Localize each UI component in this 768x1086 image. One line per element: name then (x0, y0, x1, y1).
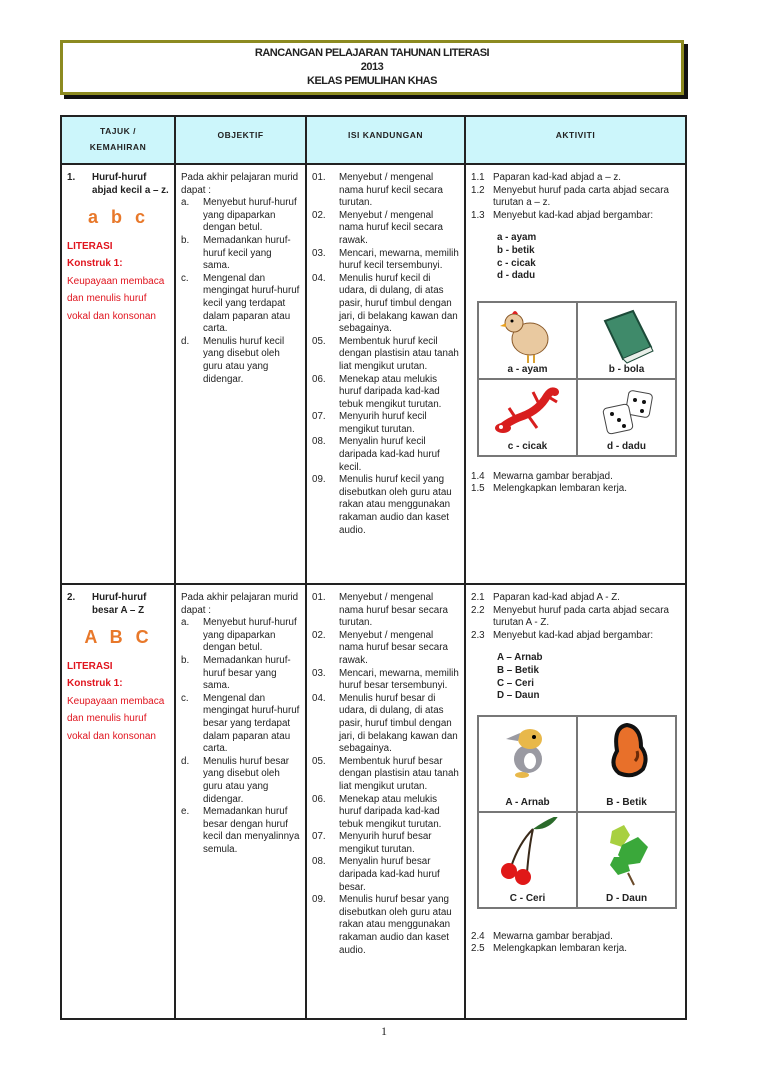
picture-card (478, 379, 577, 456)
item-text: Menyebut huruf-huruf yang dipaparkan dengan betul. (203, 617, 297, 654)
item-number: 2.4 (471, 930, 485, 942)
picture-label: A - Arnab (505, 797, 550, 809)
item-text: Menyebut huruf pada carta abjad secara turutan a – z. (493, 184, 669, 209)
isi-item (312, 831, 460, 856)
aktiviti-item (471, 210, 681, 223)
isi-kandungan-cell (306, 164, 465, 584)
item-number: 02. (312, 629, 326, 641)
item-number: b. (181, 234, 190, 246)
item-text: Menulis huruf kecil yang disebutkan oleh guru atau rakan atau menggunakan rakaman audio dan kaset audio. (339, 474, 452, 536)
picture-label: b - bola (608, 364, 645, 376)
topic-number: 1. (67, 172, 76, 183)
table-row (61, 164, 686, 584)
topic-title: Huruf-huruf abjad kecil a – z. (92, 172, 169, 196)
item-number: 06. (312, 373, 326, 385)
item-text: Mengenal dan mengingat huruf-huruf besar yang terdapat dalam paparan atau carta. (203, 692, 300, 755)
item-number: 06. (312, 793, 326, 805)
item-text: Paparan kad-kad abjad a – z. (493, 172, 621, 183)
topic-title: Huruf-huruf besar A – Z (92, 592, 147, 616)
aktiviti-item (471, 172, 681, 185)
header-tajuk: TAJUK / KEMAHIRAN (61, 116, 175, 164)
objektif-item (181, 756, 301, 806)
konstruk-description: Keupayaan membaca dan menulis huruf vokal dan konsonan (67, 695, 165, 742)
letters-sample: A B C (84, 627, 153, 648)
objektif-item (181, 655, 301, 693)
aktiviti-item (471, 630, 681, 643)
item-text: Memadankan huruf besar dengan huruf kecil dan menyalinnya semula. (203, 806, 300, 855)
item-text: Menyalin huruf kecil daripada kad-kad huruf kecil. (339, 436, 440, 473)
item-number: b. (181, 654, 190, 666)
item-number: 04. (312, 692, 326, 704)
aktiviti-item (471, 185, 681, 210)
item-number: e. (181, 806, 190, 818)
item-text: Mencari, mewarna, memilih huruf besar tersembunyi. (339, 667, 459, 692)
isi-kandungan-cell (306, 584, 465, 1019)
picture-card (478, 812, 577, 908)
picture-card (577, 379, 676, 456)
picture-label: B - Betik (606, 797, 647, 809)
item-number: 07. (312, 831, 326, 843)
item-text: Menyalin huruf besar daripada kad-kad huruf besar. (339, 856, 440, 893)
item-number: c. (181, 692, 189, 704)
item-text: Menekap atau melukis huruf daripada kad-kad tebuk mengikut turutan. (339, 793, 442, 830)
literasi-block (67, 658, 170, 746)
item-number: 1.5 (471, 483, 485, 495)
item-number: 08. (312, 856, 326, 868)
header-objektif: OBJEKTIF (175, 116, 306, 164)
isi-item (312, 693, 460, 756)
isi-item (312, 630, 460, 668)
item-text: Membentuk huruf kecil dengan plastisin atau tanah liat mengikut urutan. (339, 335, 459, 372)
item-number: 05. (312, 335, 326, 347)
item-text: Menyebut / mengenal nama huruf kecil secara turutan. (339, 172, 444, 209)
title-line-3: KELAS PEMULIHAN KHAS (307, 75, 437, 87)
picture-card (577, 716, 676, 812)
aktiviti-item (471, 483, 681, 496)
item-number: a. (181, 617, 190, 629)
item-number: 01. (312, 172, 326, 183)
objektif-item (181, 617, 301, 655)
konstruk-label: Konstruk 1: (67, 678, 123, 690)
item-text: Paparan kad-kad abjad A - Z. (493, 592, 620, 603)
item-text: Menyurih huruf kecil mengikut turutan. (339, 411, 427, 435)
item-text: Mewarna gambar berabjad. (493, 470, 613, 482)
picture-label: a - ayam (507, 364, 548, 376)
item-number: 05. (312, 755, 326, 767)
picture-word: d - dadu (497, 270, 536, 282)
title-line-2: 2013 (360, 61, 384, 73)
konstruk-description: Keupayaan membaca dan menulis huruf vokal dan konsonan (67, 275, 165, 322)
item-number: 1.2 (471, 184, 485, 196)
item-number: 02. (312, 209, 326, 221)
item-text: Mengenal dan mengingat huruf-huruf kecil yang terdapat dalam paparan atau carta. (203, 272, 300, 335)
picture-label: C - Ceri (509, 893, 546, 905)
item-text: Menulis huruf kecil yang disebut oleh guru atau yang didengar. (203, 335, 285, 385)
item-text: Menyebut kad-kad abjad bergambar: (493, 209, 654, 221)
aktiviti-item (471, 605, 681, 630)
item-number: 1.4 (471, 470, 485, 482)
objektif-item (181, 806, 301, 856)
item-number: d. (181, 755, 190, 767)
item-number: 07. (312, 411, 326, 423)
item-text: Menyebut huruf pada carta abjad secara turutan A - Z. (493, 604, 669, 629)
item-number: 09. (312, 474, 326, 486)
item-text: Memadankan huruf-huruf besar yang sama. (203, 654, 291, 692)
isi-item (312, 374, 460, 412)
picture-word-list (471, 232, 681, 282)
objektif-item (181, 693, 301, 756)
isi-item (312, 411, 460, 436)
page-number: 1 (381, 1024, 387, 1038)
aktiviti-cell (465, 164, 686, 584)
picture-word-list (471, 652, 681, 702)
picture-card (577, 302, 676, 379)
isi-item (312, 273, 460, 336)
picture-card-grid (477, 301, 677, 457)
picture-card (577, 812, 676, 908)
picture-label: d - dadu (607, 441, 646, 453)
picture-card (478, 302, 577, 379)
picture-card-grid (477, 715, 677, 909)
literasi-label: LITERASI (67, 240, 113, 252)
isi-item (312, 172, 460, 210)
item-text: Menyebut / mengenal nama huruf besar secara rawak. (339, 629, 448, 666)
literasi-label: LITERASI (67, 660, 113, 672)
item-number: 04. (312, 272, 326, 284)
item-text: Menulis huruf kecil di udara, di dulang, di atas pasir, huruf timbul dengan jari, di belakang kawan dan sebagainya. (339, 272, 458, 335)
topic-heading (67, 172, 170, 197)
item-number: c. (181, 272, 189, 284)
item-number: 08. (312, 436, 326, 448)
item-number: 01. (312, 592, 326, 603)
objektif-item (181, 273, 301, 336)
isi-item (312, 474, 460, 537)
picture-word: a - ayam (497, 232, 537, 244)
item-number: 09. (312, 894, 326, 906)
picture-word: A – Arnab (497, 652, 543, 664)
item-text: Membentuk huruf besar dengan plastisin atau tanah liat mengikut urutan. (339, 755, 459, 792)
letters-sample: a b c (87, 207, 150, 228)
picture-label: c - cicak (507, 441, 548, 453)
isi-item (312, 592, 460, 630)
picture-word: c - cicak (497, 257, 536, 269)
objektif-item (181, 336, 301, 386)
picture-word: C – Ceri (497, 677, 535, 689)
isi-item (312, 436, 460, 474)
item-text: Menulis huruf besar yang disebutkan oleh guru atau rakan atau menggunakan rakaman audio dan kaset audio. (339, 894, 452, 956)
header-aktiviti: AKTIVITI (465, 116, 686, 164)
document-title-box (60, 40, 684, 95)
isi-item (312, 856, 460, 894)
item-number: 03. (312, 247, 326, 259)
item-text: Menyebut huruf-huruf yang dipaparkan dengan betul. (203, 197, 297, 234)
item-number: d. (181, 335, 190, 347)
isi-item (312, 336, 460, 374)
lesson-plan-table (60, 115, 687, 1020)
objektif-cell (175, 164, 306, 584)
picture-label: D - Daun (605, 893, 648, 905)
item-number: 1.1 (471, 172, 485, 183)
item-number: 2.5 (471, 943, 485, 955)
item-text: Menyebut / mengenal nama huruf kecil secara rawak. (339, 209, 444, 246)
aktiviti-cell (465, 584, 686, 1019)
picture-word: D – Daun (497, 690, 540, 702)
item-text: Menulis huruf besar di udara, di dulang, di atas pasir, huruf timbul dengan jari, di belakang kawan dan sebagainya. (339, 692, 458, 755)
tajuk-cell (61, 164, 175, 584)
item-text: Menulis huruf besar yang disebut oleh guru atau yang didengar. (203, 755, 290, 805)
item-text: Mencari, mewarna, memilih huruf kecil tersembunyi. (339, 247, 459, 272)
isi-item (312, 210, 460, 248)
isi-item (312, 894, 460, 957)
objektif-item (181, 235, 301, 273)
aktiviti-item (471, 943, 681, 956)
aktiviti-item (471, 471, 681, 484)
objektif-item (181, 197, 301, 235)
objektif-intro: Pada akhir pelajaran murid dapat : (181, 172, 299, 196)
item-number: 03. (312, 667, 326, 679)
picture-word: B – Betik (497, 664, 539, 676)
item-text: Melengkapkan lembaran kerja. (493, 483, 627, 495)
item-number: 2.3 (471, 629, 485, 641)
item-text: Menekap atau melukis huruf daripada kad-kad tebuk mengikut turutan. (339, 373, 442, 410)
objektif-cell (175, 584, 306, 1019)
item-number: 2.2 (471, 604, 485, 616)
literasi-block (67, 238, 170, 326)
aktiviti-item (471, 592, 681, 605)
item-number: 2.1 (471, 592, 485, 603)
isi-item (312, 248, 460, 273)
item-text: Menyurih huruf besar mengikut turutan. (339, 831, 432, 855)
tajuk-cell (61, 584, 175, 1019)
item-text: Mewarna gambar berabjad. (493, 930, 613, 942)
objektif-intro: Pada akhir pelajaran murid dapat : (181, 592, 299, 616)
topic-heading (67, 592, 170, 617)
item-number: a. (181, 197, 190, 209)
aktiviti-item (471, 931, 681, 944)
item-text: Menyebut / mengenal nama huruf besar secara turutan. (339, 592, 448, 629)
item-number: 1.3 (471, 209, 485, 221)
topic-number: 2. (67, 592, 76, 603)
picture-card (478, 716, 577, 812)
header-isi-kandungan: ISI KANDUNGAN (306, 116, 465, 164)
isi-item (312, 794, 460, 832)
konstruk-label: Konstruk 1: (67, 258, 123, 270)
table-row (61, 584, 686, 1019)
title-line-1: RANCANGAN PELAJARAN TAHUNAN LITERASI (254, 47, 490, 59)
picture-word: b - betik (497, 244, 535, 256)
item-text: Melengkapkan lembaran kerja. (493, 943, 627, 955)
isi-item (312, 756, 460, 794)
item-text: Memadankan huruf-huruf kecil yang sama. (203, 234, 291, 272)
isi-item (312, 668, 460, 693)
item-text: Menyebut kad-kad abjad bergambar: (493, 629, 654, 641)
